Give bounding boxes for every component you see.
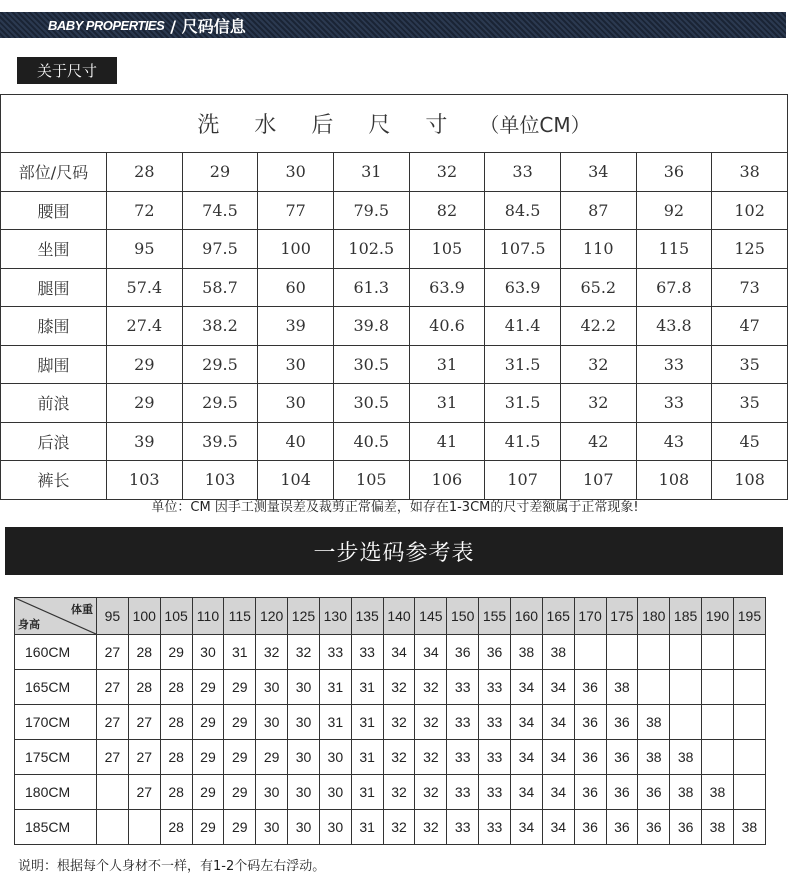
size-value-cell: 38 bbox=[542, 635, 574, 670]
size-value-cell: 38 bbox=[733, 810, 765, 845]
table-row bbox=[15, 705, 766, 740]
size-value-cell: 36 bbox=[479, 635, 511, 670]
table-row bbox=[1, 191, 788, 230]
quick-size-title: 一步选码参考表 bbox=[5, 527, 783, 575]
section-banner bbox=[0, 12, 786, 38]
size-value-cell: 36 bbox=[574, 705, 606, 740]
measure-cell: 31 bbox=[409, 345, 485, 384]
size-value-cell: 36 bbox=[574, 810, 606, 845]
size-value-cell: 27 bbox=[128, 775, 160, 810]
size-value-cell bbox=[733, 775, 765, 810]
size-value-cell: 32 bbox=[383, 775, 415, 810]
size-value-cell: 29 bbox=[160, 635, 192, 670]
measure-cell: 108 bbox=[636, 461, 712, 500]
measure-cell: 97.5 bbox=[182, 230, 258, 269]
weight-header-cell: 135 bbox=[351, 598, 383, 635]
row-label-cell: 膝围 bbox=[1, 307, 107, 346]
measure-cell: 67.8 bbox=[636, 268, 712, 307]
wash-title-text: 洗 水 后 尺 寸 bbox=[197, 113, 462, 138]
size-header-cell: 38 bbox=[712, 153, 788, 192]
measure-cell: 65.2 bbox=[560, 268, 636, 307]
measure-cell: 115 bbox=[636, 230, 712, 269]
weight-header-cell: 145 bbox=[415, 598, 447, 635]
size-value-cell: 36 bbox=[638, 810, 670, 845]
size-header-cell: 30 bbox=[258, 153, 334, 192]
size-value-cell: 36 bbox=[574, 740, 606, 775]
weight-header-cell: 175 bbox=[606, 598, 638, 635]
size-value-cell bbox=[702, 635, 734, 670]
measure-cell: 45 bbox=[712, 422, 788, 461]
wash-table-title bbox=[1, 95, 788, 153]
measure-cell: 35 bbox=[712, 384, 788, 423]
size-value-cell: 27 bbox=[97, 705, 129, 740]
table-row bbox=[1, 422, 788, 461]
measurement-note: 单位：CM 因手工测量误差及裁剪正常偏差，如存在1-3CM的尺寸差额属于正常现象! bbox=[151, 500, 639, 515]
size-value-cell: 32 bbox=[383, 810, 415, 845]
size-header-cell: 31 bbox=[333, 153, 409, 192]
size-value-cell: 27 bbox=[128, 740, 160, 775]
size-value-cell: 34 bbox=[542, 705, 574, 740]
size-value-cell: 32 bbox=[383, 740, 415, 775]
size-header-cell: 34 bbox=[560, 153, 636, 192]
about-size-tag: 关于尺寸 bbox=[17, 57, 117, 84]
size-value-cell: 28 bbox=[160, 705, 192, 740]
size-value-cell: 34 bbox=[510, 670, 542, 705]
measure-cell: 57.4 bbox=[107, 268, 183, 307]
table-row bbox=[1, 461, 788, 500]
size-value-cell: 32 bbox=[415, 740, 447, 775]
size-value-cell: 29 bbox=[224, 775, 256, 810]
wash-size-table bbox=[0, 94, 788, 500]
measure-cell: 31.5 bbox=[485, 345, 561, 384]
size-value-cell: 30 bbox=[319, 810, 351, 845]
measure-cell: 39 bbox=[107, 422, 183, 461]
size-value-cell bbox=[702, 705, 734, 740]
size-value-cell: 34 bbox=[542, 810, 574, 845]
size-value-cell: 29 bbox=[192, 775, 224, 810]
size-value-cell: 34 bbox=[510, 810, 542, 845]
row-label-cell: 裤长 bbox=[1, 461, 107, 500]
size-value-cell: 38 bbox=[670, 740, 702, 775]
size-value-cell: 38 bbox=[606, 670, 638, 705]
height-label-cell: 180CM bbox=[15, 775, 97, 810]
weight-header-cell: 150 bbox=[447, 598, 479, 635]
measure-cell: 105 bbox=[333, 461, 409, 500]
size-value-cell: 30 bbox=[319, 775, 351, 810]
size-value-cell: 30 bbox=[288, 775, 320, 810]
size-value-cell: 27 bbox=[97, 740, 129, 775]
measure-cell: 32 bbox=[560, 384, 636, 423]
size-value-cell: 33 bbox=[479, 740, 511, 775]
weight-header-cell: 170 bbox=[574, 598, 606, 635]
row-label-cell: 脚围 bbox=[1, 345, 107, 384]
measure-cell: 41.5 bbox=[485, 422, 561, 461]
measure-cell: 42 bbox=[560, 422, 636, 461]
size-value-cell: 36 bbox=[606, 810, 638, 845]
size-value-cell: 29 bbox=[192, 705, 224, 740]
size-value-cell: 27 bbox=[128, 705, 160, 740]
size-value-cell: 36 bbox=[638, 775, 670, 810]
size-value-cell: 36 bbox=[447, 635, 479, 670]
measure-cell: 41.4 bbox=[485, 307, 561, 346]
wash-unit-text: （单位CM） bbox=[479, 113, 591, 137]
size-value-cell bbox=[733, 670, 765, 705]
size-value-cell: 33 bbox=[447, 775, 479, 810]
size-value-cell: 38 bbox=[702, 810, 734, 845]
measure-cell: 82 bbox=[409, 191, 485, 230]
height-label-cell: 170CM bbox=[15, 705, 97, 740]
size-value-cell: 29 bbox=[224, 705, 256, 740]
weight-header-cell: 120 bbox=[256, 598, 288, 635]
size-value-cell: 33 bbox=[447, 740, 479, 775]
size-value-cell: 36 bbox=[670, 810, 702, 845]
measure-cell: 105 bbox=[409, 230, 485, 269]
measure-cell: 107.5 bbox=[485, 230, 561, 269]
size-value-cell: 32 bbox=[383, 705, 415, 740]
measure-cell: 125 bbox=[712, 230, 788, 269]
measure-cell: 61.3 bbox=[333, 268, 409, 307]
measure-cell: 41 bbox=[409, 422, 485, 461]
size-value-cell: 32 bbox=[288, 635, 320, 670]
weight-header-cell: 160 bbox=[510, 598, 542, 635]
measure-cell: 30.5 bbox=[333, 345, 409, 384]
measure-cell: 104 bbox=[258, 461, 334, 500]
size-value-cell: 31 bbox=[351, 740, 383, 775]
size-value-cell: 34 bbox=[415, 635, 447, 670]
measure-cell: 84.5 bbox=[485, 191, 561, 230]
table-row bbox=[15, 635, 766, 670]
size-header-cell: 28 bbox=[107, 153, 183, 192]
header-label-cell: 部位/尺码 bbox=[1, 153, 107, 192]
weight-header-cell: 165 bbox=[542, 598, 574, 635]
measure-cell: 31 bbox=[409, 384, 485, 423]
size-value-cell: 31 bbox=[319, 705, 351, 740]
size-value-cell: 30 bbox=[256, 775, 288, 810]
measure-cell: 40.5 bbox=[333, 422, 409, 461]
measure-cell: 79.5 bbox=[333, 191, 409, 230]
size-value-cell: 33 bbox=[447, 670, 479, 705]
size-header-cell: 33 bbox=[485, 153, 561, 192]
size-value-cell: 29 bbox=[224, 740, 256, 775]
size-value-cell: 38 bbox=[638, 705, 670, 740]
size-value-cell bbox=[97, 810, 129, 845]
weight-header-cell: 100 bbox=[128, 598, 160, 635]
height-label-cell: 165CM bbox=[15, 670, 97, 705]
measure-cell: 102.5 bbox=[333, 230, 409, 269]
row-label-cell: 腿围 bbox=[1, 268, 107, 307]
size-value-cell: 28 bbox=[160, 740, 192, 775]
weight-header-cell: 130 bbox=[319, 598, 351, 635]
measure-cell: 33 bbox=[636, 384, 712, 423]
size-value-cell: 29 bbox=[192, 740, 224, 775]
weight-header-cell: 155 bbox=[479, 598, 511, 635]
size-value-cell: 36 bbox=[574, 775, 606, 810]
measure-cell: 33 bbox=[636, 345, 712, 384]
size-value-cell: 27 bbox=[97, 635, 129, 670]
size-value-cell: 29 bbox=[256, 740, 288, 775]
size-value-cell bbox=[128, 810, 160, 845]
size-value-cell: 29 bbox=[224, 670, 256, 705]
measure-cell: 72 bbox=[107, 191, 183, 230]
row-label-cell: 前浪 bbox=[1, 384, 107, 423]
size-value-cell: 30 bbox=[256, 670, 288, 705]
measure-cell: 29.5 bbox=[182, 345, 258, 384]
size-value-cell bbox=[97, 775, 129, 810]
size-value-cell: 27 bbox=[97, 670, 129, 705]
weight-header-cell: 190 bbox=[702, 598, 734, 635]
height-label-cell: 160CM bbox=[15, 635, 97, 670]
measure-cell: 110 bbox=[560, 230, 636, 269]
measure-cell: 40 bbox=[258, 422, 334, 461]
corner-height-label: 身高 bbox=[18, 619, 40, 631]
corner-weight-label: 体重 bbox=[71, 604, 93, 616]
measure-cell: 103 bbox=[182, 461, 258, 500]
weight-header-cell: 105 bbox=[160, 598, 192, 635]
size-value-cell: 33 bbox=[319, 635, 351, 670]
size-value-cell: 33 bbox=[447, 810, 479, 845]
size-value-cell bbox=[702, 740, 734, 775]
table-row bbox=[1, 307, 788, 346]
table-row bbox=[15, 740, 766, 775]
weight-header-cell: 180 bbox=[638, 598, 670, 635]
row-label-cell: 腰围 bbox=[1, 191, 107, 230]
corner-cell bbox=[15, 598, 97, 635]
table-row bbox=[1, 268, 788, 307]
measure-cell: 43.8 bbox=[636, 307, 712, 346]
size-value-cell: 30 bbox=[288, 740, 320, 775]
measure-cell: 92 bbox=[636, 191, 712, 230]
size-value-cell: 30 bbox=[192, 635, 224, 670]
size-value-cell bbox=[670, 635, 702, 670]
size-value-cell: 36 bbox=[606, 775, 638, 810]
table-row bbox=[1, 384, 788, 423]
size-value-cell bbox=[670, 670, 702, 705]
size-value-cell bbox=[733, 705, 765, 740]
wash-table-title-row bbox=[1, 95, 788, 153]
wash-table-header-row bbox=[1, 153, 788, 192]
measure-cell: 39.5 bbox=[182, 422, 258, 461]
measure-cell: 58.7 bbox=[182, 268, 258, 307]
size-value-cell bbox=[702, 670, 734, 705]
measure-cell: 73 bbox=[712, 268, 788, 307]
height-label-cell: 175CM bbox=[15, 740, 97, 775]
size-value-cell: 36 bbox=[606, 740, 638, 775]
quick-table-note: 说明：根据每个人身材不一样，有1-2个码左右浮动。 bbox=[18, 859, 326, 874]
size-value-cell: 33 bbox=[351, 635, 383, 670]
size-value-cell bbox=[638, 670, 670, 705]
measure-cell: 30 bbox=[258, 345, 334, 384]
measure-cell: 27.4 bbox=[107, 307, 183, 346]
quick-size-table bbox=[14, 597, 766, 845]
measure-cell: 63.9 bbox=[485, 268, 561, 307]
size-value-cell: 31 bbox=[351, 705, 383, 740]
size-value-cell bbox=[574, 635, 606, 670]
measure-cell: 60 bbox=[258, 268, 334, 307]
measure-cell: 29 bbox=[107, 384, 183, 423]
size-value-cell bbox=[670, 705, 702, 740]
size-value-cell: 34 bbox=[510, 740, 542, 775]
measure-cell: 31.5 bbox=[485, 384, 561, 423]
measure-cell: 32 bbox=[560, 345, 636, 384]
size-value-cell: 28 bbox=[160, 810, 192, 845]
weight-header-cell: 185 bbox=[670, 598, 702, 635]
measure-cell: 43 bbox=[636, 422, 712, 461]
size-value-cell: 34 bbox=[542, 670, 574, 705]
table-row bbox=[15, 775, 766, 810]
measure-cell: 107 bbox=[485, 461, 561, 500]
size-value-cell: 32 bbox=[383, 670, 415, 705]
banner-english-text: BABY PROPERTIES bbox=[48, 17, 165, 33]
size-value-cell: 31 bbox=[351, 775, 383, 810]
size-header-cell: 29 bbox=[182, 153, 258, 192]
size-value-cell: 33 bbox=[479, 670, 511, 705]
measure-cell: 74.5 bbox=[182, 191, 258, 230]
measure-cell: 40.6 bbox=[409, 307, 485, 346]
size-value-cell: 29 bbox=[192, 810, 224, 845]
size-value-cell: 32 bbox=[415, 670, 447, 705]
size-value-cell bbox=[733, 635, 765, 670]
size-value-cell: 31 bbox=[351, 810, 383, 845]
measure-cell: 30 bbox=[258, 384, 334, 423]
size-value-cell: 28 bbox=[160, 670, 192, 705]
size-value-cell: 34 bbox=[510, 775, 542, 810]
measure-cell: 35 bbox=[712, 345, 788, 384]
size-value-cell: 38 bbox=[670, 775, 702, 810]
banner-chinese-text: / 尺码信息 bbox=[170, 16, 246, 36]
size-value-cell: 32 bbox=[415, 810, 447, 845]
size-value-cell: 38 bbox=[702, 775, 734, 810]
size-value-cell bbox=[733, 740, 765, 775]
weight-header-cell: 115 bbox=[224, 598, 256, 635]
measure-cell: 63.9 bbox=[409, 268, 485, 307]
measure-cell: 29 bbox=[107, 345, 183, 384]
size-value-cell: 33 bbox=[479, 810, 511, 845]
size-value-cell: 28 bbox=[128, 670, 160, 705]
weight-header-cell: 110 bbox=[192, 598, 224, 635]
table-row bbox=[1, 230, 788, 269]
size-value-cell: 34 bbox=[542, 775, 574, 810]
measure-cell: 29.5 bbox=[182, 384, 258, 423]
size-value-cell: 33 bbox=[479, 705, 511, 740]
measure-cell: 30.5 bbox=[333, 384, 409, 423]
measure-cell: 77 bbox=[258, 191, 334, 230]
measure-cell: 106 bbox=[409, 461, 485, 500]
size-value-cell: 29 bbox=[224, 810, 256, 845]
measure-cell: 47 bbox=[712, 307, 788, 346]
table-row bbox=[15, 810, 766, 845]
weight-header-cell: 95 bbox=[97, 598, 129, 635]
measure-cell: 100 bbox=[258, 230, 334, 269]
size-value-cell bbox=[606, 635, 638, 670]
size-value-cell: 28 bbox=[160, 775, 192, 810]
weight-header-cell: 125 bbox=[288, 598, 320, 635]
size-value-cell bbox=[638, 635, 670, 670]
measure-cell: 42.2 bbox=[560, 307, 636, 346]
weight-header-cell: 195 bbox=[733, 598, 765, 635]
size-value-cell: 28 bbox=[128, 635, 160, 670]
size-value-cell: 30 bbox=[288, 670, 320, 705]
size-value-cell: 38 bbox=[510, 635, 542, 670]
measure-cell: 103 bbox=[107, 461, 183, 500]
size-value-cell: 34 bbox=[510, 705, 542, 740]
table-row bbox=[1, 345, 788, 384]
size-value-cell: 30 bbox=[256, 810, 288, 845]
size-value-cell: 32 bbox=[415, 705, 447, 740]
size-value-cell: 33 bbox=[479, 775, 511, 810]
size-value-cell: 31 bbox=[351, 670, 383, 705]
size-value-cell: 32 bbox=[415, 775, 447, 810]
measure-cell: 87 bbox=[560, 191, 636, 230]
size-value-cell: 36 bbox=[574, 670, 606, 705]
row-label-cell: 后浪 bbox=[1, 422, 107, 461]
size-value-cell: 30 bbox=[319, 740, 351, 775]
measure-cell: 39 bbox=[258, 307, 334, 346]
measure-cell: 107 bbox=[560, 461, 636, 500]
size-value-cell: 29 bbox=[192, 670, 224, 705]
table-row bbox=[15, 670, 766, 705]
size-value-cell: 36 bbox=[606, 705, 638, 740]
size-value-cell: 33 bbox=[447, 705, 479, 740]
measure-cell: 108 bbox=[712, 461, 788, 500]
size-value-cell: 30 bbox=[288, 810, 320, 845]
size-value-cell: 34 bbox=[383, 635, 415, 670]
measure-cell: 95 bbox=[107, 230, 183, 269]
weight-header-cell: 140 bbox=[383, 598, 415, 635]
measure-cell: 38.2 bbox=[182, 307, 258, 346]
size-header-cell: 32 bbox=[409, 153, 485, 192]
height-label-cell: 185CM bbox=[15, 810, 97, 845]
size-header-cell: 36 bbox=[636, 153, 712, 192]
size-value-cell: 32 bbox=[256, 635, 288, 670]
quick-table-header-row bbox=[15, 598, 766, 635]
size-value-cell: 30 bbox=[288, 705, 320, 740]
size-value-cell: 30 bbox=[256, 705, 288, 740]
measure-cell: 39.8 bbox=[333, 307, 409, 346]
size-value-cell: 38 bbox=[638, 740, 670, 775]
size-value-cell: 34 bbox=[542, 740, 574, 775]
measure-cell: 102 bbox=[712, 191, 788, 230]
size-value-cell: 31 bbox=[224, 635, 256, 670]
size-value-cell: 31 bbox=[319, 670, 351, 705]
row-label-cell: 坐围 bbox=[1, 230, 107, 269]
